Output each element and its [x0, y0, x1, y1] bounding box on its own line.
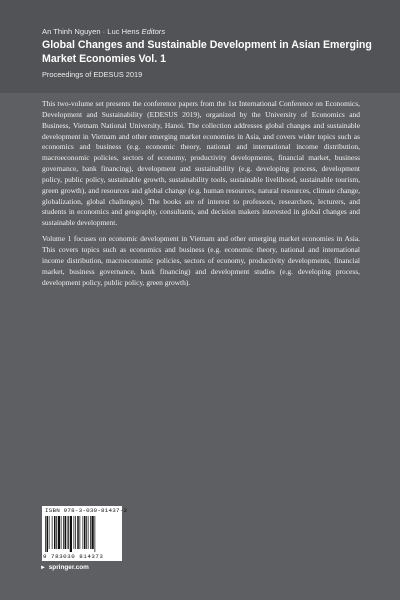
isbn-barcode	[42, 506, 128, 561]
barcode-digits: 9 783030 814373	[43, 553, 104, 560]
blurb	[42, 99, 360, 293]
blurb-paragraph-2: Volume 1 focuses on economic development in Vietnam and other emerging market economies in Asia. This covers topics such as economics and business (e.g. economic theory, national and international income distribution, macroeconomic policies, sectors of economy, productivity developments, financial market, business governance, bank financing) and development studies (e.g. developing process, development policy, public policy, green growth).	[42, 234, 360, 287]
publisher-url: springer.com	[48, 564, 89, 571]
editors-role: Editors	[141, 27, 166, 36]
publisher-link[interactable]	[40, 564, 89, 571]
header-band	[0, 0, 400, 93]
isbn-number: ISBN 978-3-030-81437-3	[45, 507, 128, 514]
book-subtitle: Proceedings of EDESUS 2019	[42, 70, 143, 79]
book-title: Global Changes and Sustainable Development in Asian Emerging Market Economies Vol. 1	[42, 39, 372, 65]
arrow-icon: ►	[40, 565, 46, 571]
editors-line	[42, 27, 165, 36]
blurb-paragraph-1: This two-volume set presents the conference papers from the 1st International Conference on Economics, Development and Sustainability (EDESUS 2019), organized by the University of Economics and Business, Vietnam National University, Hanoi. The collection addresses global changes and sustainable development in Vietnam and other emerging market economies in Asia, and covers wider topics such as economics and business (e.g. economic theory, national and international income distribution, macroeconomic policies, sectors of economy, productivity developments, financial market, business governance, bank financing), development and sustainability (e.g. developing process, development policy, public policy, sustainable growth, sustainability tools, sustainable livelihood, sustainable tourism, green growth), and resources and global change (e.g. human resources, natural resources, climate change, globalization, global challenges). The books are of interest to professors, researchers, lecturers, and students in economics and geography, consultants, and decision makers interested in global changes and sustainable development.	[42, 99, 360, 228]
barcode-bars	[45, 516, 119, 552]
editors-names: An Thinh Nguyen · Luc Hens	[42, 27, 140, 36]
